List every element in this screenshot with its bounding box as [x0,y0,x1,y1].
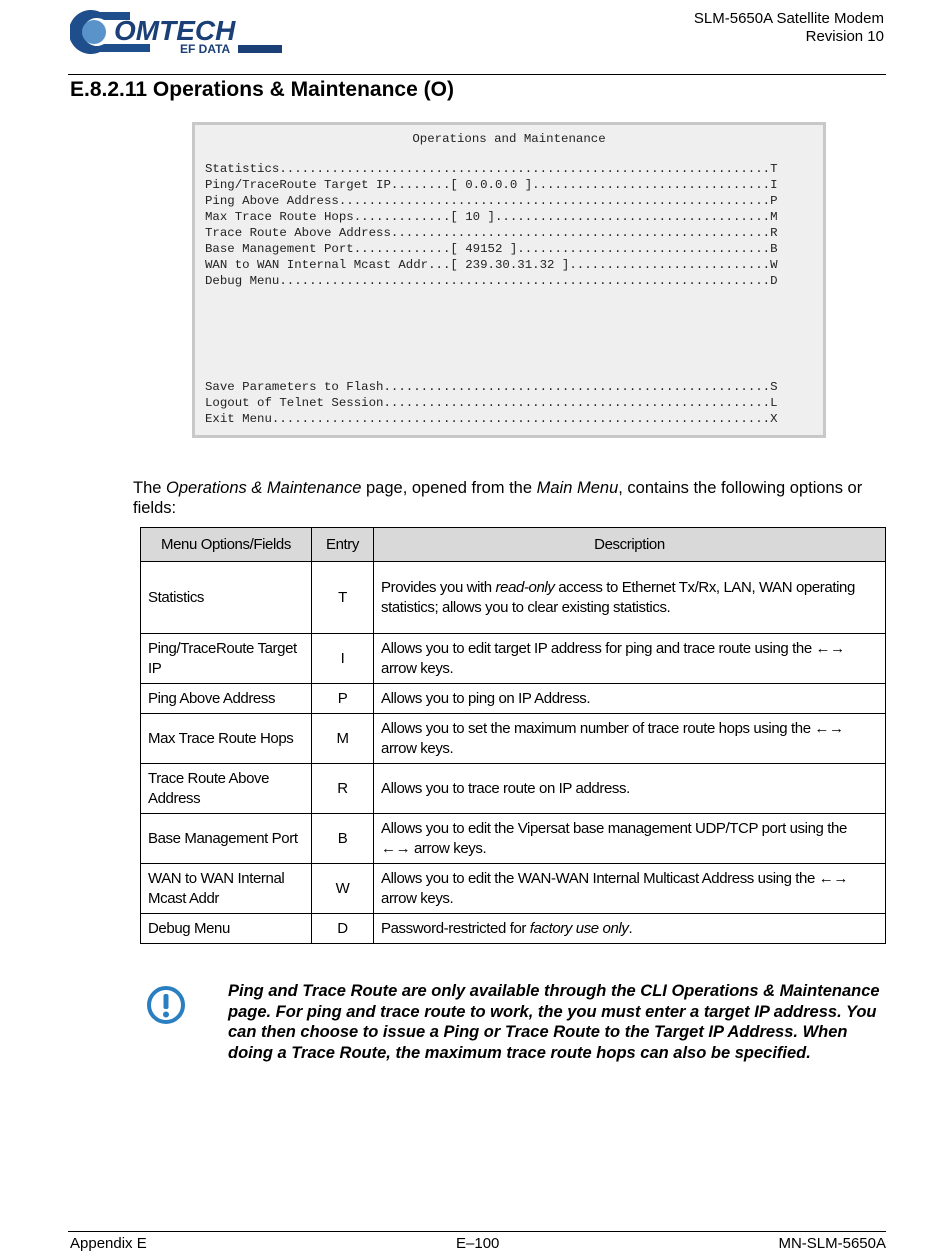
description: Allows you to edit the Vipersat base management UDP/TCP port using the ←→ arrow keys. [374,814,886,864]
table-row [141,814,886,864]
field-name: Ping Above Address [141,684,312,714]
field-name: Base Management Port [141,814,312,864]
terminal-key: R [770,226,778,240]
terminal-key: I [770,178,778,192]
terminal-screenshot [192,122,826,438]
field-name: Max Trace Route Hops [141,714,312,764]
terminal-menu-line: Exit Menu...................................................................X [205,412,778,426]
terminal-key: D [770,274,778,288]
terminal-menu-line: Debug Menu..................................................................D [205,274,778,288]
description: Allows you to ping on IP Address. [374,684,886,714]
entry-key: T [312,562,374,634]
product-name: SLM-5650A Satellite Modem [693,10,884,27]
footer-right: MN-SLM-5650A [778,1235,886,1252]
terminal-key: X [770,412,778,426]
section-title: E.8.2.11 Operations & Maintenance (O) [70,78,454,101]
terminal-menu-line: Ping Above Address..........................................................P [205,194,778,208]
footer-page-number: E–100 [456,1235,500,1252]
intro-paragraph: The Operations & Maintenance page, opened from the Main Menu, contains the following options or fields: [133,479,863,517]
terminal-menu-line: Trace Route Above Address...................................................R [205,226,778,240]
col-header: Description [374,528,886,562]
col-header: Menu Options/Fields [141,528,312,562]
terminal-key: S [770,380,778,394]
options-table [140,527,886,944]
table-row [141,714,886,764]
entry-key: M [312,714,374,764]
description: Allows you to trace route on IP address. [374,764,886,814]
entry-key: P [312,684,374,714]
description: Allows you to edit target IP address for ping and trace route using the ←→ arrow keys. [374,634,886,684]
terminal-key: M [770,210,778,224]
comtech-logo [70,6,292,56]
terminal-menu-line: Max Trace Route Hops.............[ 10 ].....................................M [205,210,778,224]
entry-key: W [312,864,374,914]
terminal-key: B [770,242,778,256]
table-row [141,764,886,814]
terminal-key: W [770,258,778,272]
terminal-menu-line: Ping/TraceRoute Target IP........[ 0.0.0.0 ]................................I [205,178,778,192]
header-rule [68,74,886,75]
field-name: Trace Route Above Address [141,764,312,814]
terminal-title: Operations and Maintenance [412,132,606,146]
entry-key: R [312,764,374,814]
terminal-key: T [770,162,778,176]
table-row [141,562,886,634]
important-icon [146,985,186,1025]
terminal-key: P [770,194,778,208]
entry-key: D [312,914,374,944]
terminal-key: L [770,396,778,410]
field-name: Ping/TraceRoute Target IP [141,634,312,684]
terminal-menu-line: Base Management Port.............[ 49152 ]..................................B [205,242,778,256]
terminal-menu-line: Save Parameters to Flash....................................................S [205,380,778,394]
header-info [694,10,884,46]
terminal-menu-line: WAN to WAN Internal Mcast Addr...[ 239.30.31.32 ]...........................W [205,258,778,272]
table-row [141,634,886,684]
svg-text:EF DATA: EF DATA [180,42,231,56]
description: Password-restricted for factory use only. [374,914,886,944]
entry-key: I [312,634,374,684]
field-name: Debug Menu [141,914,312,944]
table-row [141,914,886,944]
entry-key: B [312,814,374,864]
table-row [141,864,886,914]
revision: Revision 10 [805,28,884,45]
description: Provides you with read-only access to Ethernet Tx/Rx, LAN, WAN operating statistics; allows you to clear existing statistics. [374,562,886,634]
field-name: Statistics [141,562,312,634]
description: Allows you to edit the WAN-WAN Internal Multicast Address using the ←→ arrow keys. [374,864,886,914]
table-row [141,684,886,714]
footer-rule [68,1231,886,1232]
field-name: WAN to WAN Internal Mcast Addr [141,864,312,914]
description: Allows you to set the maximum number of trace route hops using the ←→ arrow keys. [374,714,886,764]
svg-text:OMTECH: OMTECH [114,15,236,46]
footer-left: Appendix E [70,1235,147,1252]
terminal-menu-line: Statistics..................................................................T [205,162,778,176]
important-note: Ping and Trace Route are only available through the CLI Operations & Maintenance page. For ping and trace route to work, the you must enter a target IP address. You can then choose to issue a Ping or Trace Route to the Target IP Address. When doing a Trace Route, the maximum trace route hops can also be specified. [228,982,880,1062]
col-header: Entry [312,528,374,562]
terminal-menu-line: Logout of Telnet Session....................................................L [205,396,778,410]
